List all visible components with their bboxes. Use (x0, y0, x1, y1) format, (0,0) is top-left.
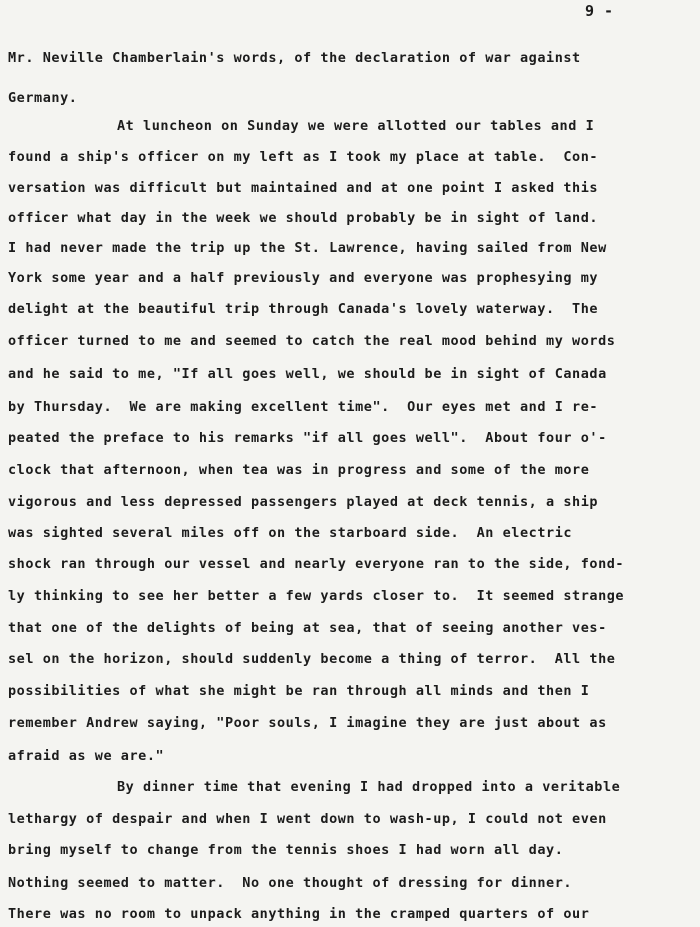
text-line: versation was difficult but maintained and at one point I asked this (8, 180, 599, 196)
text-line: officer turned to me and seemed to catch the real mood behind my words (8, 333, 616, 349)
text-line: shock ran through our vessel and nearly everyone ran to the side, fond- (8, 556, 625, 572)
text-line: found a ship's officer on my left as I took my place at table. Con- (8, 149, 599, 165)
text-line: by Thursday. We are making excellent time". Our eyes met and I re- (8, 399, 599, 415)
text-line: bring myself to change from the tennis shoes I had worn all day. (8, 842, 564, 858)
text-line: There was no room to unpack anything in the cramped quarters of our (8, 906, 590, 922)
text-line: was sighted several miles off on the starboard side. An electric (8, 525, 573, 541)
text-line: peated the preface to his remarks "if all goes well". About four o'- (8, 430, 607, 446)
text-line: that one of the delights of being at sea, that of seeing another ves- (8, 620, 607, 636)
text-line: afraid as we are." (8, 748, 165, 764)
text-line: vigorous and less depressed passengers played at deck tennis, a ship (8, 494, 599, 510)
text-line: and he said to me, "If all goes well, we should be in sight of Canada (8, 366, 607, 382)
text-line: sel on the horizon, should suddenly become a thing of terror. All the (8, 651, 616, 667)
text-line: possibilities of what she might be ran through all minds and then I (8, 683, 590, 699)
text-line: lethargy of despair and when I went down to wash-up, I could not even (8, 811, 607, 827)
text-line: York some year and a half previously and everyone was prophesying my (8, 270, 599, 286)
text-line: By dinner time that evening I had dropped into a veritable (117, 779, 621, 795)
text-line: Mr. Neville Chamberlain's words, of the declaration of war against (8, 50, 581, 66)
text-line: remember Andrew saying, "Poor souls, I imagine they are just about as (8, 715, 607, 731)
text-line: Nothing seemed to matter. No one thought of dressing for dinner. (8, 875, 573, 891)
page-number: 9 - (585, 2, 614, 20)
text-line: officer what day in the week we should probably be in sight of land. (8, 210, 599, 226)
text-line: clock that afternoon, when tea was in progress and some of the more (8, 462, 590, 478)
text-line: delight at the beautiful trip through Canada's lovely waterway. The (8, 301, 599, 317)
text-line: ly thinking to see her better a few yards closer to. It seemed strange (8, 588, 625, 604)
text-line: I had never made the trip up the St. Lawrence, having sailed from New (8, 240, 607, 256)
text-line: Germany. (8, 90, 78, 106)
text-line: At luncheon on Sunday we were allotted our tables and I (117, 118, 595, 134)
